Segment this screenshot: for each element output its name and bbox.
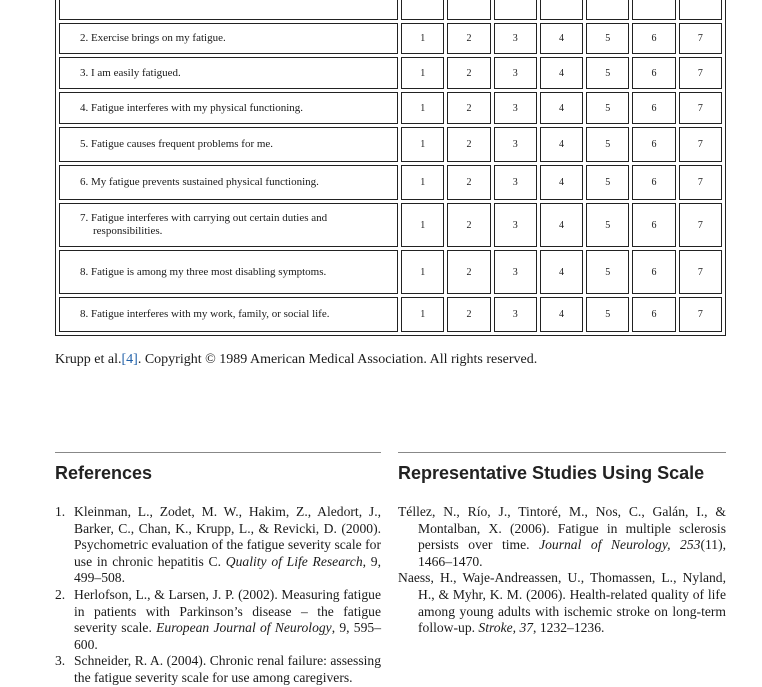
rating-cell: [447, 0, 490, 20]
rating-cell: 2: [447, 297, 490, 332]
rating-cell: 7: [679, 203, 722, 247]
rating-cell: [540, 0, 583, 20]
rating-cell: 6: [632, 23, 675, 54]
rating-cell: 3: [494, 297, 537, 332]
study-authors: Téllez, N., Río, J., Tintoré, M., Nos, C., Galán, I., & Montalban, X. (2006). Fatigue in multiple sclerosis persists over time.: [398, 504, 726, 553]
rating-cell: 6: [632, 297, 675, 332]
rating-cell: 5: [586, 203, 629, 247]
table-row: [59, 127, 722, 162]
reference-number: 2.: [55, 586, 66, 602]
rating-cell: 5: [586, 23, 629, 54]
studies-heading: Representative Studies Using Scale: [398, 463, 705, 483]
reference-authors: Schneider, R. A. (2004). Chronic renal failure: assessing the fatigue severity scale for use among caregivers.: [74, 653, 381, 685]
rating-cell: 2: [447, 92, 490, 124]
rating-cell: 2: [447, 23, 490, 54]
rating-cell: 5: [586, 57, 629, 89]
rating-cell: 4: [540, 23, 583, 54]
item-text: 3. I am easily fatigued.: [59, 57, 398, 89]
reference-authors: Kleinman, L., Zodet, M. W., Hakim, Z., Aledort, J., Barker, C., Chan, K., Krupp, L., & Revicki, D. (2000). Psychometric evaluation of the fatigue severity scale for use in chronic hepatitis C.: [74, 504, 381, 569]
reference-list: [55, 504, 381, 687]
fatigue-severity-scale-table: [55, 0, 726, 336]
rating-cell: [679, 0, 722, 20]
reference-journal: European Journal of Neurology: [156, 620, 332, 636]
rating-cell: 7: [679, 165, 722, 200]
citation-link[interactable]: [4]: [121, 352, 138, 367]
item-text: 2. Exercise brings on my fatigue.: [59, 23, 398, 54]
table-row: [59, 23, 722, 54]
item-text: 4. Fatigue interferes with my physical functioning.: [59, 92, 398, 124]
rating-cell: 1: [401, 203, 444, 247]
rating-cell: [401, 0, 444, 20]
study-authors: Naess, H., Waje-Andreassen, U., Thomassen, L., Nyland, H., & Myhr, K. M. (2006). Health-related quality of life among young adults with ischemic stroke on long-term follow-up.: [398, 570, 726, 636]
table-row: [59, 250, 722, 294]
rating-cell: 2: [447, 250, 490, 294]
rating-cell: 2: [447, 203, 490, 247]
item-text: 6. My fatigue prevents sustained physical functioning.: [59, 165, 398, 200]
section-divider: [398, 452, 726, 453]
table-row: [59, 165, 722, 200]
rating-cell: 5: [586, 165, 629, 200]
rating-cell: 6: [632, 127, 675, 162]
reference-journal: Quality of Life Research: [225, 553, 363, 569]
rating-cell: 4: [540, 92, 583, 124]
rating-cell: 7: [679, 23, 722, 54]
rating-cell: 4: [540, 57, 583, 89]
rating-cell: 3: [494, 127, 537, 162]
rating-cell: 3: [494, 23, 537, 54]
study-journal: Journal of Neurology, 253: [539, 537, 701, 553]
rating-cell: 3: [494, 57, 537, 89]
rating-cell: 4: [540, 250, 583, 294]
reference-tail: , 9, 595–600.: [74, 620, 381, 652]
rating-cell: [632, 0, 675, 20]
section-divider: [55, 452, 381, 453]
item-text: 7. Fatigue interferes with carrying out certain duties and responsibilities.: [59, 203, 398, 247]
study-tail: , 1232–1236.: [533, 620, 605, 636]
table-row: [59, 0, 722, 20]
item-text: 8. Fatigue interferes with my work, family, or social life.: [59, 297, 398, 332]
table-row: [59, 92, 722, 124]
study-list: [398, 504, 726, 637]
rating-cell: 2: [447, 165, 490, 200]
caption-text: Krupp et al.: [55, 352, 122, 367]
rating-cell: 1: [401, 57, 444, 89]
rating-cell: [586, 0, 629, 20]
rating-cell: 6: [632, 92, 675, 124]
rating-cell: 1: [401, 23, 444, 54]
rating-cell: 1: [401, 297, 444, 332]
reference-tail: , 9, 499–508.: [74, 553, 381, 586]
reference-item: [55, 587, 381, 653]
rating-cell: 6: [632, 57, 675, 89]
caption-copyright: . Copyright © 1989 American Medical Association. All rights reserved.: [137, 352, 538, 367]
rating-cell: 1: [401, 127, 444, 162]
item-text: [59, 0, 398, 20]
rating-cell: 4: [540, 165, 583, 200]
rating-cell: 5: [586, 250, 629, 294]
rating-cell: 5: [586, 297, 629, 332]
references-heading: References: [55, 463, 153, 483]
rating-cell: 7: [679, 127, 722, 162]
rating-cell: 5: [586, 127, 629, 162]
rating-cell: 1: [401, 92, 444, 124]
reference-item: [55, 653, 381, 686]
reference-number: 1.: [55, 504, 66, 519]
rating-cell: 4: [540, 203, 583, 247]
rating-cell: 3: [494, 92, 537, 124]
rating-cell: 6: [632, 203, 675, 247]
table-caption: [55, 351, 537, 369]
rating-cell: 4: [540, 127, 583, 162]
studies-section: [398, 452, 726, 637]
item-text: 5. Fatigue causes frequent problems for me.: [59, 127, 398, 162]
reference-number: 3.: [55, 653, 66, 669]
references-section: [55, 452, 381, 687]
rating-cell: 1: [401, 250, 444, 294]
item-text: 8. Fatigue is among my three most disabling symptoms.: [59, 250, 398, 294]
rating-cell: 7: [679, 297, 722, 332]
reference-item: [55, 504, 381, 587]
study-item: [398, 570, 726, 636]
study-item: [398, 504, 726, 570]
table-row: [59, 57, 722, 89]
rating-cell: 6: [632, 250, 675, 294]
rating-cell: 7: [679, 57, 722, 89]
study-tail: (11), 1466–1470.: [418, 537, 726, 569]
table-row: [59, 203, 722, 247]
rating-cell: 6: [632, 165, 675, 200]
study-journal: Stroke, 37: [478, 620, 534, 636]
reference-authors: Herlofson, L., & Larsen, J. P. (2002). Measuring fatigue in patients with Parkinson’s disease – the fatigue severity scale.: [74, 586, 381, 636]
rating-cell: 7: [679, 250, 722, 294]
rating-cell: 5: [586, 92, 629, 124]
rating-cell: 4: [540, 297, 583, 332]
rating-cell: [494, 0, 537, 20]
rating-cell: 3: [494, 165, 537, 200]
rating-cell: 7: [679, 92, 722, 124]
rating-cell: 2: [447, 127, 490, 162]
rating-cell: 2: [447, 57, 490, 89]
rating-cell: 3: [494, 250, 537, 294]
rating-cell: 1: [401, 165, 444, 200]
table-row: [59, 297, 722, 332]
rating-cell: 3: [494, 203, 537, 247]
